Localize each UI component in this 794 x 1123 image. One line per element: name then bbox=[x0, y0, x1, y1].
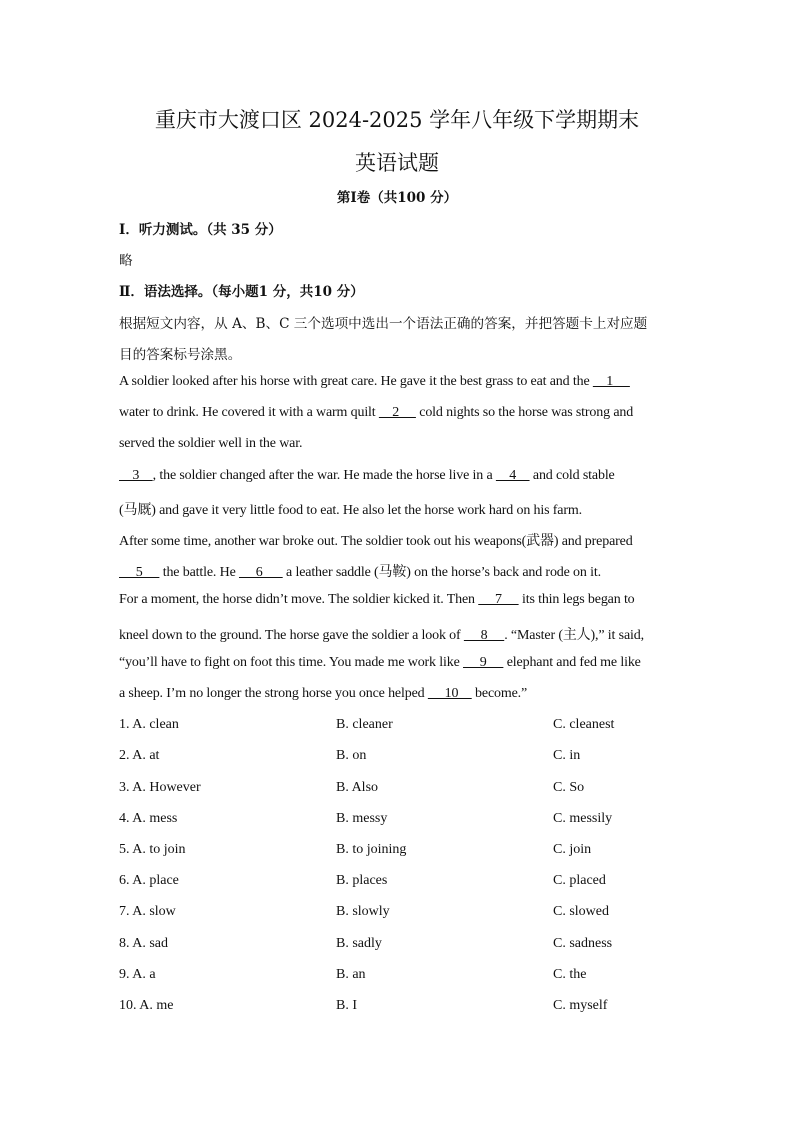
option-1-a: 1. A. clean bbox=[119, 717, 179, 732]
volume-label: 第Ⅰ卷（共100 分） bbox=[336, 190, 458, 206]
option-7-a: 7. A. slow bbox=[119, 904, 176, 919]
section2-instruction-line1: 根据短文内容，从 A、B、C 三个选项中选出一个语法正确的答案，并把答题卡上对应题 bbox=[119, 316, 648, 332]
passage-text: A soldier looked after his horse with great care. He gave it the best grass to eat and the bbox=[119, 374, 593, 389]
option-3-a: 3. A. However bbox=[119, 780, 201, 795]
option-7-c: C. slowed bbox=[553, 904, 609, 919]
passage-text: kneel down to the ground. The horse gave the soldier a look of bbox=[119, 628, 464, 643]
option-3-b: B. Also bbox=[336, 780, 379, 795]
passage-line-3: served the soldier well in the war. bbox=[119, 436, 303, 451]
passage-text: a sheep. I’m no longer the strong horse you once helped bbox=[119, 686, 428, 701]
option-7-b: B. slowly bbox=[336, 904, 390, 919]
passage-text: . “Master (主人),” it said, bbox=[504, 628, 644, 643]
passage-text: the battle. He bbox=[159, 565, 239, 580]
passage-line-2 bbox=[119, 405, 633, 421]
blank-6: 6 bbox=[238, 565, 283, 580]
option-5-c: C. join bbox=[553, 842, 592, 857]
exam-subtitle: 英语试题 bbox=[355, 151, 439, 175]
passage-text: and cold stable bbox=[529, 468, 615, 483]
option-1-c: C. cleanest bbox=[553, 717, 615, 732]
blank-10: 10 bbox=[427, 686, 472, 701]
blank-4: 4 bbox=[495, 468, 530, 483]
blank-3: 3 bbox=[119, 468, 153, 483]
passage-text: cold nights so the horse was strong and bbox=[415, 405, 634, 420]
blank-9: 9 bbox=[463, 655, 504, 670]
option-6-b: B. places bbox=[336, 873, 388, 888]
option-10-a: 10. A. me bbox=[119, 998, 174, 1013]
passage-line-1 bbox=[119, 374, 630, 390]
option-10-b: B. I bbox=[336, 998, 357, 1013]
passage-text: “you’ll have to fight on foot this time. You made me work like bbox=[119, 655, 464, 670]
section2-heading: Ⅱ．语法选择。（每小题1 分，共10 分） bbox=[119, 284, 364, 300]
option-10-c: C. myself bbox=[553, 998, 608, 1013]
passage-line-10 bbox=[119, 655, 641, 671]
option-5-b: B. to joining bbox=[336, 842, 407, 857]
passage-text: water to drink. He covered it with a warm quilt bbox=[119, 405, 379, 420]
passage-line-5: (马厩) and gave it very little food to eat. He also let the horse work hard on his farm. bbox=[119, 503, 582, 518]
blank-8: 8 bbox=[463, 628, 505, 643]
exam-title: 重庆市大渡口区 2024-2025 学年八年级下学期期末 bbox=[154, 108, 640, 132]
blank-1: 1 bbox=[592, 374, 630, 389]
passage-line-7 bbox=[119, 561, 601, 581]
blank-2: 2 bbox=[378, 405, 416, 420]
option-9-c: C. the bbox=[553, 967, 587, 982]
passage-text: elephant and fed me like bbox=[503, 655, 641, 670]
option-4-c: C. messily bbox=[553, 811, 613, 826]
section1-note: 略 bbox=[119, 253, 133, 269]
option-2-b: B. on bbox=[336, 748, 367, 763]
option-5-a: 5. A. to join bbox=[119, 842, 186, 857]
option-9-b: B. an bbox=[336, 967, 366, 982]
option-8-a: 8. A. sad bbox=[119, 936, 168, 951]
option-3-c: C. So bbox=[553, 780, 585, 795]
section2-instruction-line2: 目的答案标号涂黑。 bbox=[119, 347, 242, 363]
option-1-b: B. cleaner bbox=[336, 717, 393, 732]
blank-7: 7 bbox=[478, 592, 519, 607]
option-6-a: 6. A. place bbox=[119, 873, 179, 888]
option-8-c: C. sadness bbox=[553, 936, 613, 951]
passage-line-11 bbox=[119, 686, 527, 702]
passage-text: its thin legs began to bbox=[518, 592, 635, 607]
option-2-c: C. in bbox=[553, 748, 581, 763]
passage-text: become.” bbox=[471, 686, 528, 701]
option-6-c: C. placed bbox=[553, 873, 606, 888]
option-9-a: 9. A. a bbox=[119, 967, 156, 982]
passage-line-9 bbox=[119, 624, 644, 644]
passage-text: , the soldier changed after the war. He made the horse live in a bbox=[152, 468, 496, 483]
option-2-a: 2. A. at bbox=[119, 748, 160, 763]
blank-5: 5 bbox=[119, 565, 160, 580]
passage-text: For a moment, the horse didn’t move. The soldier kicked it. Then bbox=[119, 592, 479, 607]
passage-line-6: After some time, another war broke out. The soldier took out his weapons(武器) and prepared bbox=[119, 534, 633, 549]
passage-line-4 bbox=[119, 468, 615, 484]
option-8-b: B. sadly bbox=[336, 936, 382, 951]
section1-heading: Ⅰ．听力测试。（共 35 分） bbox=[119, 222, 282, 238]
passage-line-8 bbox=[119, 592, 635, 608]
option-4-b: B. messy bbox=[336, 811, 388, 826]
passage-text: a leather saddle (马鞍) on the horse’s back and rode on it. bbox=[282, 565, 601, 580]
option-4-a: 4. A. mess bbox=[119, 811, 178, 826]
